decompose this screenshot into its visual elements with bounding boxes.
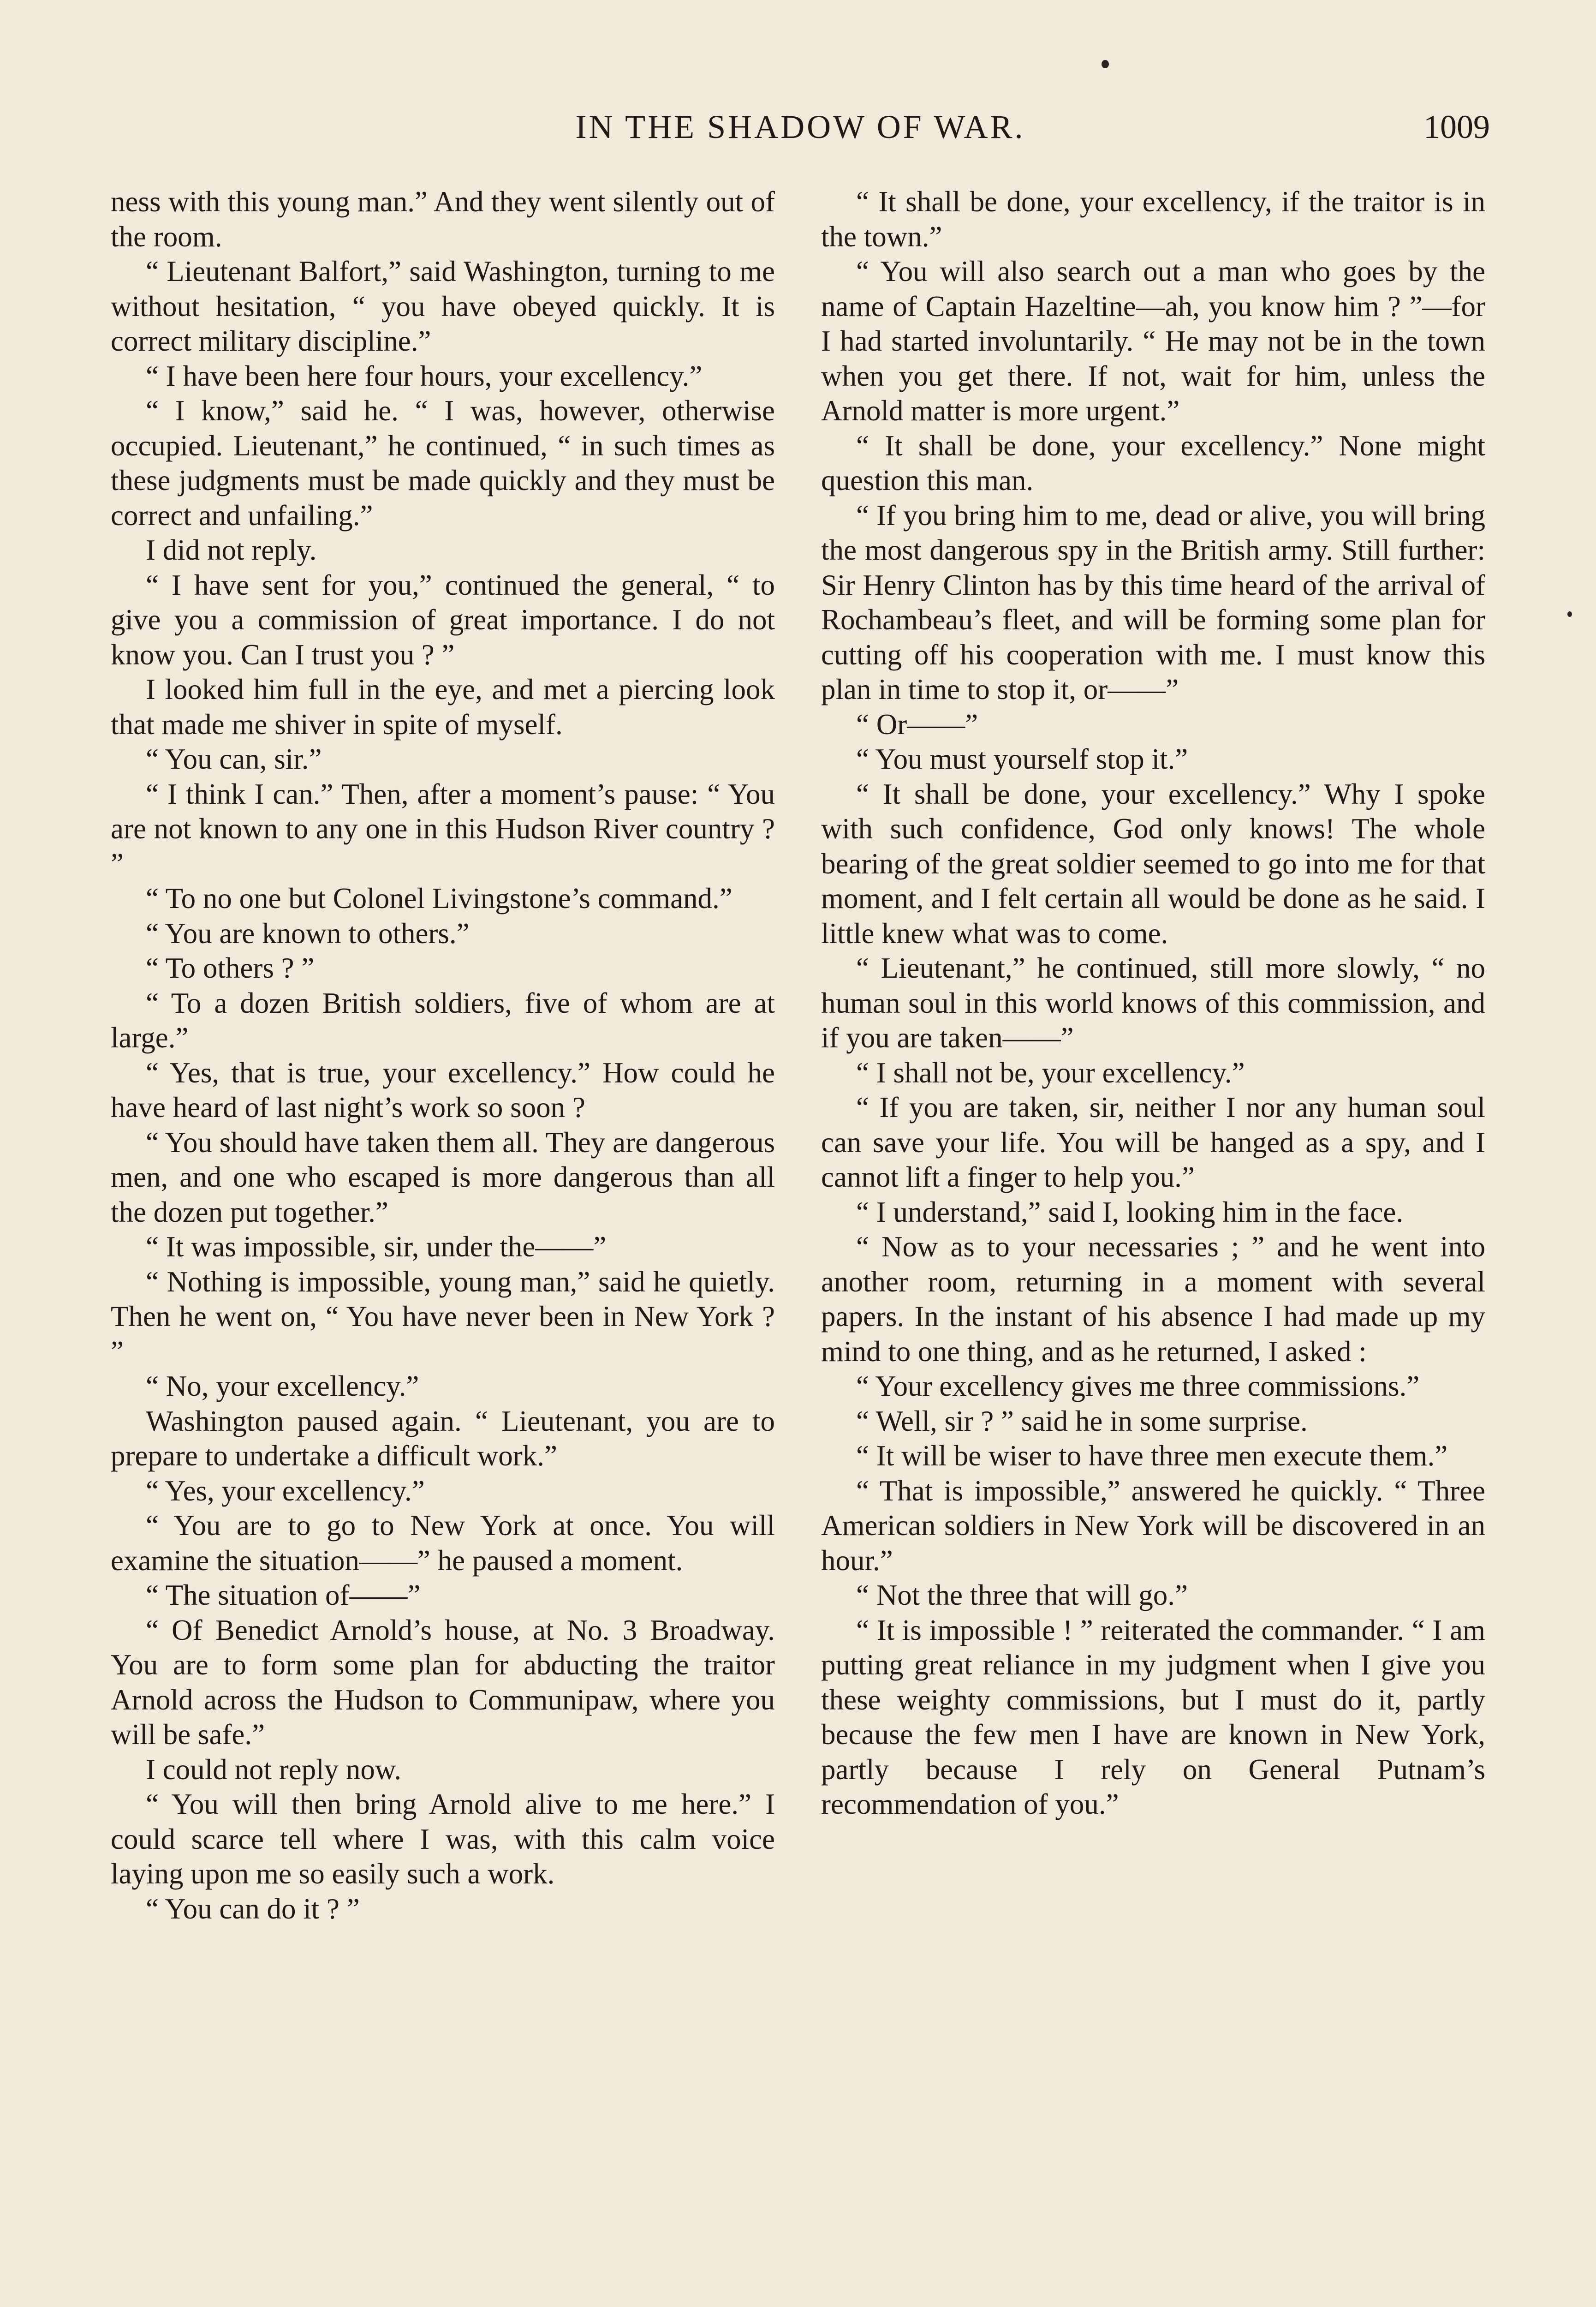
page-header xyxy=(111,104,1490,155)
paragraph: “ If you are taken, sir, neither I nor any human soul can save your life. You will be hanged as a spy, and I cannot lift a finger to help you.” xyxy=(821,1091,1485,1193)
paragraph: “ I think I can.” Then, after a moment’s pause: “ You are not known to any one in this Hudson River country ? ” xyxy=(111,777,775,880)
paragraph: “ It shall be done, your excellency, if the traitor is in the town.” xyxy=(821,185,1485,253)
paragraph: “ You can, sir.” xyxy=(146,743,322,775)
paragraph: “ Well, sir ? ” said he in some surprise. xyxy=(856,1405,1308,1437)
paragraph: “ I have sent for you,” continued the general, “ to give you a commission of great importance. I do not know you. Can I trust you ? ” xyxy=(111,568,775,671)
paragraph: “ You are to go to New York at once. You will examine the situation——” he paused a moment. xyxy=(111,1509,775,1577)
paragraph: “ You can do it ? ” xyxy=(146,1892,360,1925)
paragraph: “ It shall be done, your excellency.” None might question this man. xyxy=(821,429,1485,496)
paragraph: “ It is impossible ! ” reiterated the commander. “ I am putting great reliance in my judgment when I give you these weighty commissions, but I must do it, partly because the few men I have are known in New York, partly because I rely on General Putnam’s recommendation of you.” xyxy=(821,1614,1485,1820)
paragraph: “ You should have taken them all. They are dangerous men, and one who escaped is more dangerous than all the dozen put together.” xyxy=(111,1126,775,1228)
paragraph: “ It was impossible, sir, under the——” xyxy=(146,1231,607,1263)
paragraph: “ Lieutenant,” he continued, still more slowly, “ no human soul in this world knows of this commission, and if you are taken——” xyxy=(821,952,1485,1054)
paragraph: I could not reply now. xyxy=(146,1753,402,1786)
paragraph: “ You will then bring Arnold alive to me here.” I could scarce tell where I was, with this calm voice laying upon me so easily such a work. xyxy=(111,1788,775,1890)
left-text-column xyxy=(111,185,775,1926)
page-number: 1009 xyxy=(1423,108,1490,145)
paragraph: “ Not the three that will go.” xyxy=(856,1579,1188,1611)
ink-speck xyxy=(1567,611,1572,617)
paragraph: “ If you bring him to me, dead or alive, you will bring the most dangerous spy in the British army. Still further: Sir Henry Clinton has by this time heard of the arrival of Rochambeau’s fleet, and will be forming some plan for cutting off his cooperation with me. I must know this plan in time to stop it, or——” xyxy=(821,499,1485,705)
paragraph: “ To others ? ” xyxy=(146,952,315,984)
paragraph: “ You are known to others.” xyxy=(146,917,470,950)
paragraph: “ I have been here four hours, your excellency.” xyxy=(146,359,703,392)
paragraph: “ Of Benedict Arnold’s house, at No. 3 Broadway. You are to form some plan for abducting the traitor Arnold across the Hudson to Communipaw, where you will be safe.” xyxy=(111,1614,775,1751)
paragraph: Washington paused again. “ Lieutenant, you are to prepare to undertake a difficult work.” xyxy=(111,1405,775,1472)
paragraph: “ You must yourself stop it.” xyxy=(856,743,1188,775)
paragraph: “ The situation of——” xyxy=(146,1579,421,1611)
paragraph: “ That is impossible,” answered he quickly. “ Three American soldiers in New York will be discovered in an hour.” xyxy=(821,1474,1485,1577)
running-title: IN THE SHADOW OF WAR. xyxy=(575,108,1025,145)
paragraph: “ It will be wiser to have three men execute them.” xyxy=(856,1440,1448,1472)
paragraph: “ Nothing is impossible, young man,” said he quietly. Then he went on, “ You have never been in New York ? ” xyxy=(111,1265,775,1368)
paragraph: “ I know,” said he. “ I was, however, otherwise occupied. Lieutenant,” he continued, “ in such times as these judgments must be made quickly and they must be correct and unfailing.” xyxy=(111,394,775,532)
paragraph: I did not reply. xyxy=(146,534,317,566)
paragraph: “ Your excellency gives me three commissions.” xyxy=(856,1370,1420,1402)
paragraph: “ To a dozen British soldiers, five of whom are at large.” xyxy=(111,986,775,1054)
paragraph: “ I understand,” said I, looking him in the face. xyxy=(856,1195,1404,1228)
paragraph: “ To no one but Colonel Livingstone’s command.” xyxy=(146,882,732,914)
paragraph: “ It shall be done, your excellency.” Why I spoke with such confidence, God only knows! The whole bearing of the great soldier seemed to go into me for that moment, and I felt certain all would be done as he said. I little knew what was to come. xyxy=(821,777,1485,950)
paragraph: “ Yes, your excellency.” xyxy=(146,1474,425,1507)
paragraph: “ Lieutenant Balfort,” said Washington, turning to me without hesitation, “ you have obeyed quickly. It is correct military discipline.” xyxy=(111,255,775,357)
paragraph: “ No, your excellency.” xyxy=(146,1370,419,1402)
paragraph: “ Now as to your necessaries ; ” and he went into another room, returning in a moment with several papers. In the instant of his absence I had made up my mind to one thing, and as he returned, I asked : xyxy=(821,1231,1485,1368)
paragraph: ness with this young man.” And they went silently out of the room. xyxy=(111,185,775,253)
paragraph: “ Yes, that is true, your excellency.” How could he have heard of last night’s work so soon ? xyxy=(111,1056,775,1124)
paragraph: I looked him full in the eye, and met a piercing look that made me shiver in spite of myself. xyxy=(111,673,775,741)
paragraph: “ Or——” xyxy=(856,708,978,741)
right-text-column xyxy=(821,185,1485,1822)
paragraph: “ I shall not be, your excellency.” xyxy=(856,1056,1245,1089)
paragraph: “ You will also search out a man who goes by the name of Captain Hazeltine—ah, you know him ? ”—for I had started involuntarily. “ He may not be in the town when you get there. If not, wait for him, unless the Arnold matter is more urgent.” xyxy=(821,255,1485,427)
ink-speck xyxy=(1102,60,1109,68)
